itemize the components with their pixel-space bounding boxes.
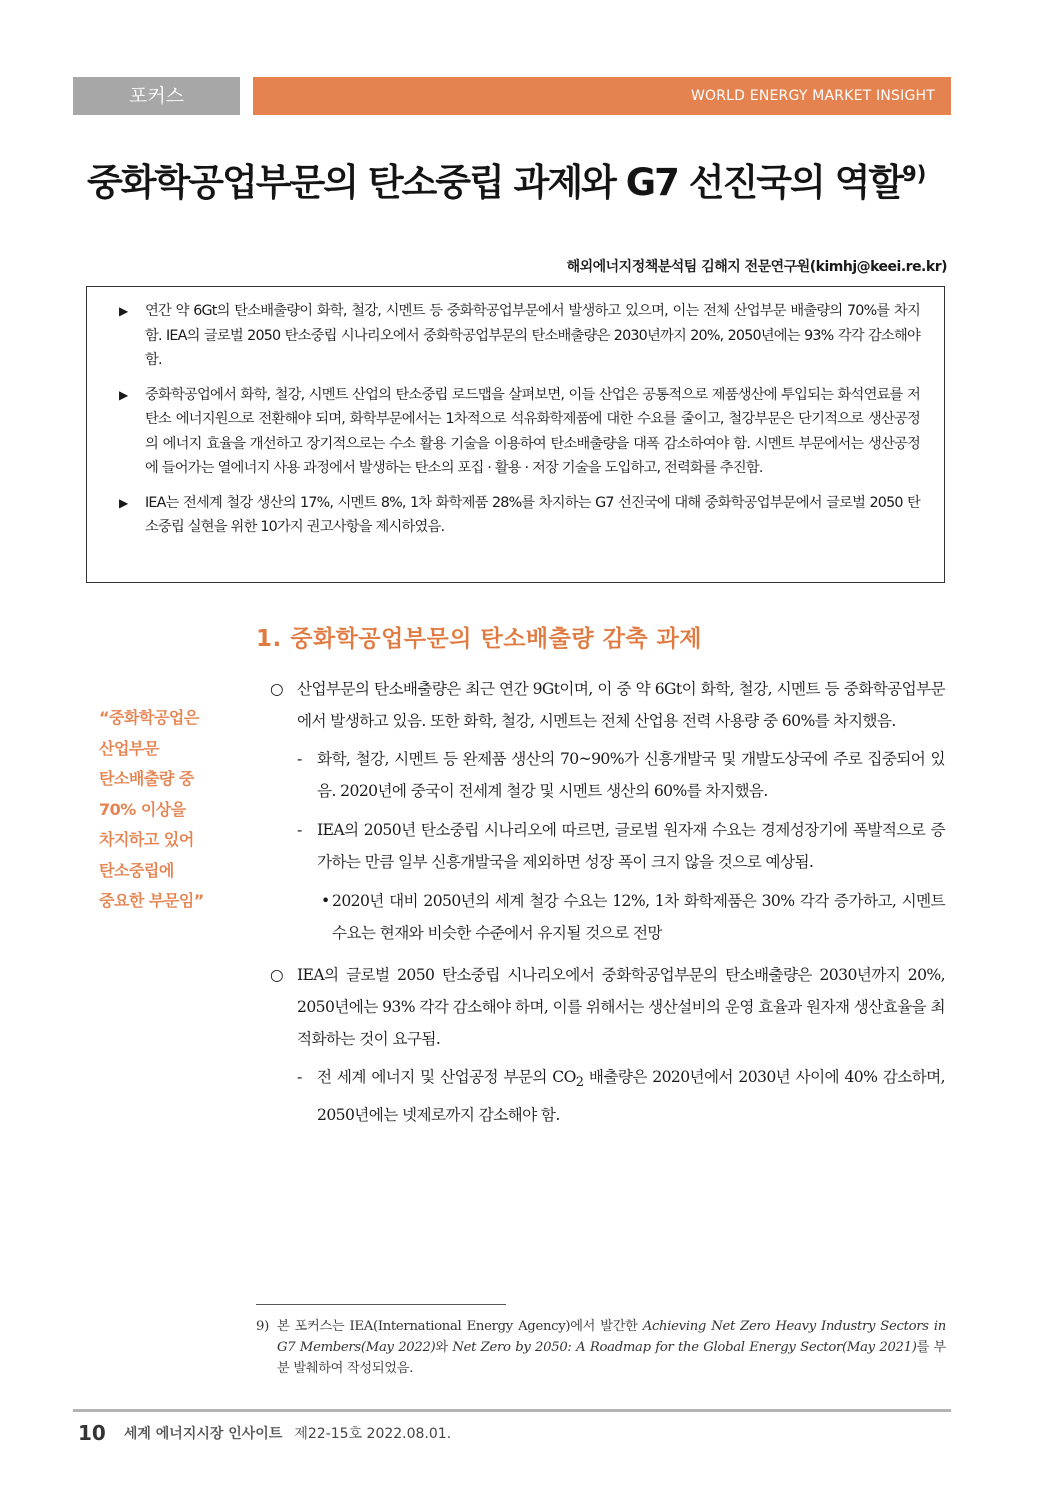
- text-run: 전 세계 에너지 및 산업공정 부문의 CO: [317, 1068, 576, 1086]
- section-label: 포커스: [73, 77, 240, 115]
- footnote-work-title: Net Zero by 2050: A Roadmap for the Global Energy Sector(May 2021): [452, 1340, 917, 1355]
- pull-quote-line: 탄소배출량 중: [99, 769, 194, 788]
- text-run: 배출량은 2020년에서 2030년 사이에 40% 감소하며, 2050년에는 넷제로까지 감소해야 함.: [317, 1068, 945, 1125]
- paragraph-text: 산업부문의 탄소배출량은 최근 연간 9Gt이며, 이 중 약 6Gt이 화학, 철강, 시멘트 등 중화학공업부문에서 발생하고 있음. 또한 화학, 철강, 시멘트는 전체 산업용 전력 사용량 중 60%를 차지했음.: [297, 680, 945, 730]
- page-title: [87, 146, 947, 211]
- publication-name: 세계 에너지시장 인사이트: [123, 1426, 283, 1442]
- summary-item: [119, 299, 920, 373]
- circle-bullet-icon: ○: [270, 966, 284, 984]
- summary-text: 연간 약 6Gt의 탄소배출량이 화학, 철강, 시멘트 등 중화학공업부문에서 발생하고 있으며, 이는 전체 산업부문 배출량의 70%를 차지함. IEA의 글로벌 2050 탄소중립 시나리오에서 중화학공업부문의 탄소배출량은 2030년까지 20%, 2050년에는 93% 각각 감소해야 함.: [145, 303, 920, 368]
- triangle-bullet-icon: ▶: [119, 495, 128, 510]
- triangle-bullet-icon: ▶: [119, 304, 128, 318]
- summary-box: [86, 286, 945, 583]
- body-subparagraph: [270, 1061, 945, 1131]
- dot-bullet-icon: •: [321, 892, 330, 910]
- footnote-run: 본 포커스는 IEA(International Energy Agency)에서 발간한: [277, 1319, 643, 1334]
- footer-divider: [73, 1409, 951, 1412]
- summary-text: 중화학공업에서 화학, 철강, 시멘트 산업의 탄소중립 로드맵을 살펴보면, 이들 산업은 공통적으로 제품생산에 투입되는 화석연료를 저탄소 에너지원으로 전환해야 되며, 화학부문에서는 1차적으로 석유화학제품에 대한 수요를 줄이고, 철강부문은 단기적으로 생산공정의 에너지 효율을 개선하고 장기적으로는 수소 활용 기술을 이용하여 탄소배출량을 대폭 감소하여야 함. 시멘트 부문에서는 생산공정에 들어가는 열에너지 사용 과정에서 발생하는 탄소의 포집 · 활용 · 저장 기술을 도입하고, 전력화를 추진함.: [145, 386, 920, 476]
- triangle-bullet-icon: ▶: [119, 387, 128, 402]
- pull-quote: [99, 703, 229, 917]
- page-footer: [78, 1419, 451, 1447]
- paragraph-text: IEA의 글로벌 2050 탄소중립 시나리오에서 중화학공업부문의 탄소배출량은 2030년까지 20%, 2050년에는 93% 각각 감소해야 하며, 이를 위해서는 생산설비의 운영 효율과 원자재 생산효율을 최적화하는 것이 요구됨.: [297, 966, 945, 1048]
- paragraph-text: IEA의 2050년 탄소중립 시나리오에 따르면, 글로벌 원자재 수요는 경제성장기에 폭발적으로 증가하는 만큼 일부 신흥개발국을 제외하면 성장 폭이 크지 않을 것으로 예상됨.: [317, 821, 945, 871]
- paragraph-text: 2020년 대비 2050년의 세계 철강 수요는 12%, 1차 화학제품은 30% 각각 증가하고, 시멘트 수요는 현재와 비슷한 수준에서 유지될 것으로 전망: [332, 892, 945, 942]
- footnote-work-title: Achieving Net Zero Heavy Industry Sectors in G7 Members(May 2022): [277, 1319, 946, 1355]
- dash-bullet-icon: -: [297, 1068, 302, 1086]
- dash-bullet-icon: -: [297, 750, 302, 768]
- title-footnote-ref[interactable]: 9): [902, 162, 927, 186]
- publication-banner: WORLD ENERGY MARKET INSIGHT: [253, 77, 951, 115]
- body-subitem: [270, 885, 945, 949]
- summary-item: [119, 383, 920, 481]
- body-subparagraph: [270, 743, 945, 807]
- pull-quote-line: 70% 이상을: [99, 799, 186, 819]
- body-paragraph: [270, 673, 945, 737]
- footnote-text: [277, 1316, 946, 1379]
- footnote-run: 와: [435, 1340, 453, 1355]
- summary-text: IEA는 전세계 철강 생산의 17%, 시멘트 8%, 1차 화학제품 28%를 차지하는 G7 선진국에 대해 중화학공업부문에서 글로벌 2050 탄소중립 실현을 위한 10가지 권고사항을 제시하였음.: [145, 494, 920, 535]
- section-heading: 1. 중화학공업부문의 탄소배출량 감축 과제: [256, 626, 702, 652]
- pull-quote-line: 중요한 부문임”: [99, 891, 204, 910]
- pull-quote-line: 탄소중립에: [99, 860, 174, 880]
- body-subparagraph: [270, 814, 945, 878]
- dash-bullet-icon: -: [297, 821, 302, 839]
- pull-quote-line: “중화학공업은: [99, 708, 199, 727]
- author-line: 해외에너지정책분석팀 김해지 전문연구원(kimhj@keei.re.kr): [566, 259, 947, 275]
- paragraph-text: [317, 1061, 945, 1131]
- paragraph-text: 화학, 철강, 시멘트 등 완제품 생산의 70~90%가 신흥개발국 및 개발도상국에 주로 집중되어 있음. 2020년에 중국이 전세계 철강 및 시멘트 생산의 60%를 차지했음.: [317, 750, 945, 800]
- footnote: [256, 1316, 946, 1379]
- footnote-number: 9): [256, 1319, 269, 1334]
- page-number: 10: [78, 1421, 106, 1445]
- pull-quote-line: 산업부문: [99, 738, 159, 758]
- issue-info: 제22-15호 2022.08.01.: [294, 1426, 452, 1442]
- circle-bullet-icon: ○: [270, 680, 284, 698]
- co2-subscript: 2: [575, 1075, 584, 1091]
- footnote-divider: [256, 1304, 506, 1305]
- summary-item: [119, 491, 920, 540]
- page-title-text: 중화학공업부문의 탄소중립 과제와 G7 선진국의 역할: [87, 161, 903, 204]
- body-text: [270, 673, 945, 1138]
- footnote-run: 를 부분 발췌하여 작성되었음.: [277, 1340, 946, 1376]
- body-paragraph: [270, 959, 945, 1055]
- pull-quote-line: 차지하고 있어: [99, 830, 194, 849]
